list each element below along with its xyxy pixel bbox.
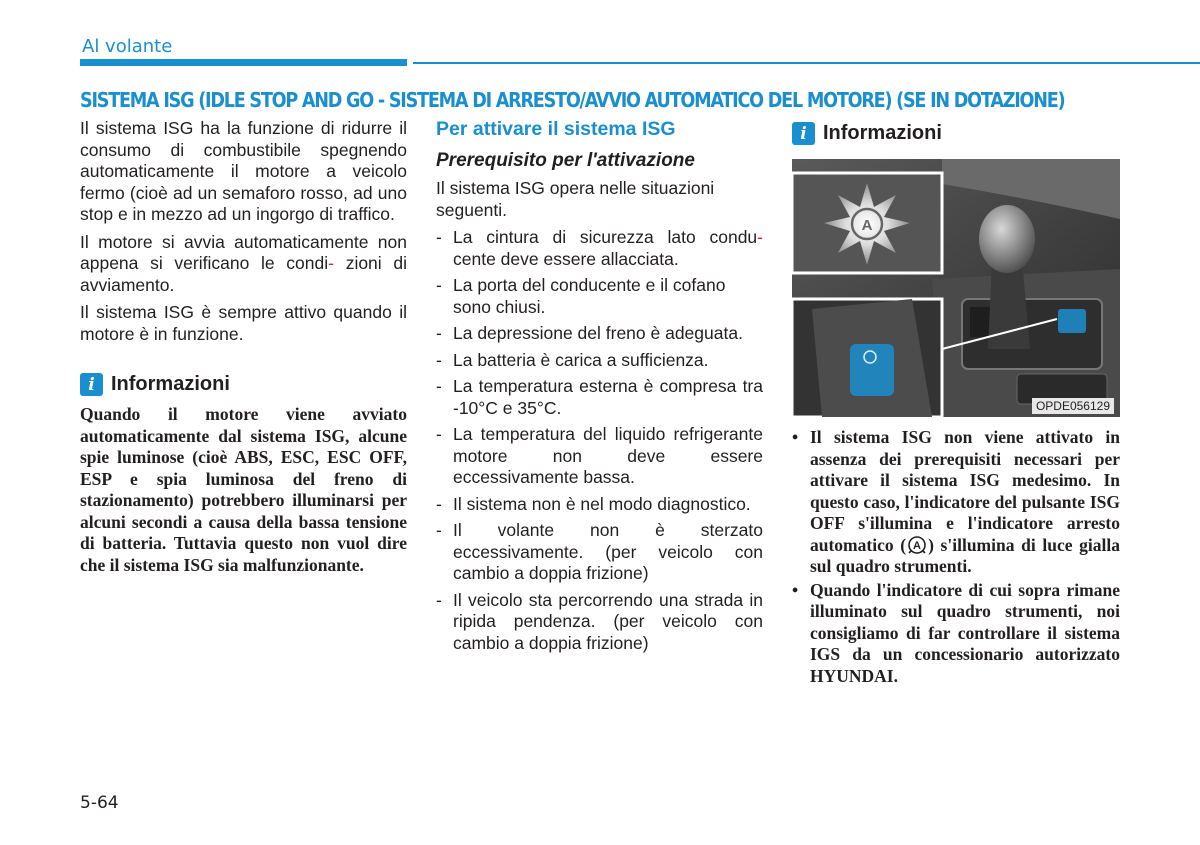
paragraph-always-active: Il sistema ISG è sempre attivo quando il motore è in funzione. [80, 302, 407, 344]
list-item: - La batteria è carica a sufficienza. [436, 350, 763, 372]
paragraph-autostart [80, 232, 407, 297]
column-1 [80, 118, 407, 576]
section-label: Al volante [82, 36, 173, 57]
info-header [792, 122, 1120, 145]
column-2 [436, 118, 763, 659]
prerequisite-intro: Il sistema ISG opera nelle situazioni seguenti. [436, 178, 715, 220]
list-item: - Il sistema non è nel modo diagnostico. [436, 494, 763, 516]
svg-text:A: A [913, 539, 922, 552]
auto-stop-icon [906, 535, 928, 555]
paragraph-autostart-part1: Il motore si avvia automaticamente non appena si verificano le condi [80, 231, 407, 273]
list-item: - La depressione del freno è adeguata. [436, 323, 763, 345]
list-item [792, 427, 1120, 578]
header-rule-thick [80, 59, 407, 66]
list-item-part2: cente deve essere allacciata. [453, 248, 679, 269]
svg-text:A: A [861, 217, 873, 234]
info-icon: i [792, 122, 815, 145]
page-number: 5-64 [80, 793, 119, 813]
column-3 [792, 122, 1120, 689]
header-rule-thin [413, 62, 1200, 64]
image-caption: OPDE056129 [1032, 398, 1114, 414]
list-item: - Il volante non è sterzato eccessivamente. (per veicolo con cambio a doppia frizione) [436, 520, 763, 585]
list-item: - La porta del conducente e il cofano sono chiusi. [436, 275, 763, 318]
hyphen-mark: - [757, 227, 763, 247]
info-icon: i [80, 373, 103, 396]
info-header [80, 373, 407, 396]
prerequisite-list [436, 227, 763, 654]
paragraph-autostart-part2: zioni di avviamento. [80, 253, 407, 295]
list-item: - La temperatura esterna è compresa tra -10°C e 35°C. [436, 376, 763, 419]
notes-list [792, 427, 1120, 687]
info-title: Informazioni [823, 122, 942, 144]
info-title: Informazioni [111, 373, 230, 395]
list-item: • Quando l'indicatore di cui sopra rimane illuminato sul quadro strumenti, noi consigliamo di far controllare il sistema IGS da un concessionario autorizzato HYUNDAI. [792, 580, 1120, 688]
gear-shifter-photo [792, 159, 1120, 417]
info-box [80, 373, 407, 576]
list-item-part1: La cintura di sicurezza lato condu [453, 227, 758, 247]
hyphen-mark: - [328, 253, 334, 273]
paragraph-intro: Il sistema ISG ha la funzione di ridurre il consumo di combustibile spegnendo automaticamente il motore a veicolo fermo (cioè ad un semaforo rosso, ad uno stop e in mezzo ad un ingorgo di traffico. [80, 118, 407, 224]
list-item: - La temperatura del liquido refrigerante motore non deve essere eccessivamente bassa. [436, 424, 763, 489]
prerequisite-heading: Prerequisito per l'attivazione [436, 150, 695, 171]
note-1-part2: ) s'illumina di luce gialla sul quadro strumenti. [810, 534, 1120, 576]
list-item [436, 227, 763, 270]
page-title: SISTEMA ISG (IDLE STOP AND GO - SISTEMA DI ARRESTO/AVVIO AUTOMATICO DEL MOTORE) (SE IN DOTAZIONE) [80, 88, 1065, 112]
note-1-part1: Il sistema ISG non viene attivato in assenza dei prerequisiti necessari per attivare il sistema ISG medesimo. In questo caso, l'indicatore del pulsante ISG OFF s'illumina e l'indicatore arresto automatico ( [810, 427, 1120, 555]
list-item: - Il veicolo sta percorrendo una strada in ripida pendenza. (per veicolo con cambio a doppia frizione) [436, 590, 763, 655]
section-heading: Per attivare il sistema ISG [436, 118, 676, 140]
gear-shifter-illustration [792, 159, 1120, 417]
info-text: Quando il motore viene avviato automaticamente dal sistema ISG, alcune spie luminose (cioè ABS, ESC, ESC OFF, ESP e spia luminosa del freno di stazionamento) potrebbero illuminarsi per alcuni secondi a causa della bassa tensione di batteria. Tuttavia questo non vuol dire che il sistema ISG sia malfunzionante. [80, 404, 407, 575]
